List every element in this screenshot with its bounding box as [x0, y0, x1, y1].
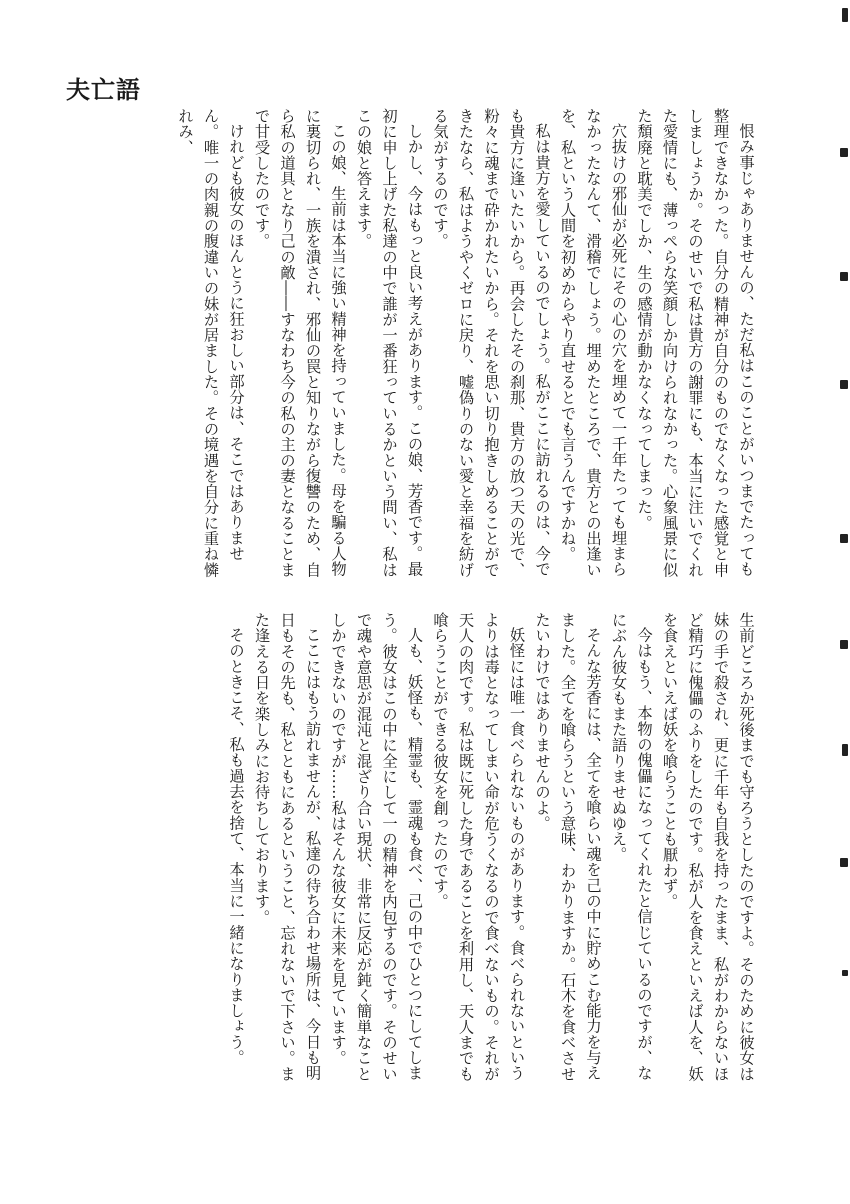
paragraph: 穴抜けの邪仙が必死にその心の穴を埋めて一千年たっても埋まらなかったなんて、滑稽でしょう。埋めたところで、貴方との出逢いを、私という人間を初めからやり直せるとでも言うんですかね。	[558, 108, 628, 578]
paragraph: 私は貴方を愛しているのでしょう。私がここに訪れるのは、今でも貴方に逢いたいから。再会したその刹那、貴方の放つ天の光で、粉々に魂まで砕かれたいから。それを思い切り抱きしめることができたなら、私はようやくゼロに戻り、嘘偽りのない愛と幸福を紡げる気がするのです。	[431, 108, 551, 578]
binding-mark	[842, 8, 848, 22]
upper-text-block	[58, 108, 758, 590]
paragraph: 人も、妖怪も、精霊も、霊魂も食べ、己の中でひとつにしてしまう。彼女はこの中に全にして一の精神を内包するのです。そのせいで魂や意思が混沌と混ざり合い現状、非常に反応が鈍く簡単なことしかできないのですが……私はそんな彼女に未来を見ています。	[329, 612, 424, 1082]
paragraph: しかし、今はもっと良い考えがあります。この娘、芳香です。最初に申し上げた私達の中で誰が一番狂っているかという問い、私はこの娘と答えます。	[354, 108, 424, 578]
binding-mark	[840, 148, 848, 157]
paragraph: 妖怪には唯一食べられないものがあります。食べられないというよりは毒となってしまい命が危うくなるので食べないもの。それが天人の肉です。私は既に死した身であることを利用し、天人までも喰らうことができる彼女を創ったのです。	[431, 612, 526, 1082]
lower-text-block	[58, 612, 758, 1087]
paragraph: 今はもう、本物の傀儡になってくれたと信じているのですが、なにぶん彼女もまた語りませぬゆえ。	[609, 612, 653, 1082]
binding-mark	[840, 858, 848, 867]
binding-mark	[840, 534, 848, 543]
paragraph: この娘、生前は本当に強い精神を持っていました。母を騙る人物に裏切られ、一族を潰され、邪仙の罠と知りながら復讐のため、自ら私の道具となり己の敵――すなわち今の私の主の妻となることまで甘受したのです。	[252, 108, 347, 578]
paragraph: そのときこそ、私も過去を捨て、本当に一緒になりましょう。	[227, 627, 245, 1066]
binding-mark	[840, 272, 848, 281]
binding-mark	[842, 744, 848, 756]
paragraph: けれども彼女のほんとうに狂おしい部分は、そこではありません。唯一の肉親の腹違いの妹が居ました。その境遇を自分に重ね憐れみ、	[176, 108, 245, 578]
binding-mark	[842, 970, 848, 976]
binding-mark	[840, 380, 848, 389]
paragraph-continued: 生前どころか死後までも守ろうとしたのですよ。そのために彼女は妹の手で殺され、更に千年も自我を持ったまま、私がわからないほど精巧に傀儡のふりをしたのです。私が人を食えといえば人を、妖を食えといえば妖を喰らうことも厭わず。	[660, 612, 755, 1082]
page-title: 夫亡語	[66, 76, 141, 104]
binding-mark	[840, 640, 848, 649]
paragraph: そんな芳香には、全てを喰らい魂を己の中に貯めこむ能力を与えました。全てを喰らうという意味、わかりますか。石木を食べさせたいわけではありませんのよ。	[533, 612, 602, 1082]
paragraph: ここにはもう訪れませんが、私達の待ち合わせ場所は、今日も明日もその先も、私とともにあるということ、忘れないで下さい。また逢える日を楽しみにお待ちしております。	[252, 612, 322, 1082]
paragraph: 恨み事じゃありませんの、ただ私はこのことがいつまでたっても整理できなかった。自分の精神が自分のものでなくなった感覚と申しましょうか。そのせいで私は貴方の謝罪にも、本当に注いでくれた愛情にも、薄っぺらな笑顔しか向けられなかった。心象風景に似た頽廃と耽美でしか、生の感情が動かなくなってしまった。	[635, 108, 755, 578]
